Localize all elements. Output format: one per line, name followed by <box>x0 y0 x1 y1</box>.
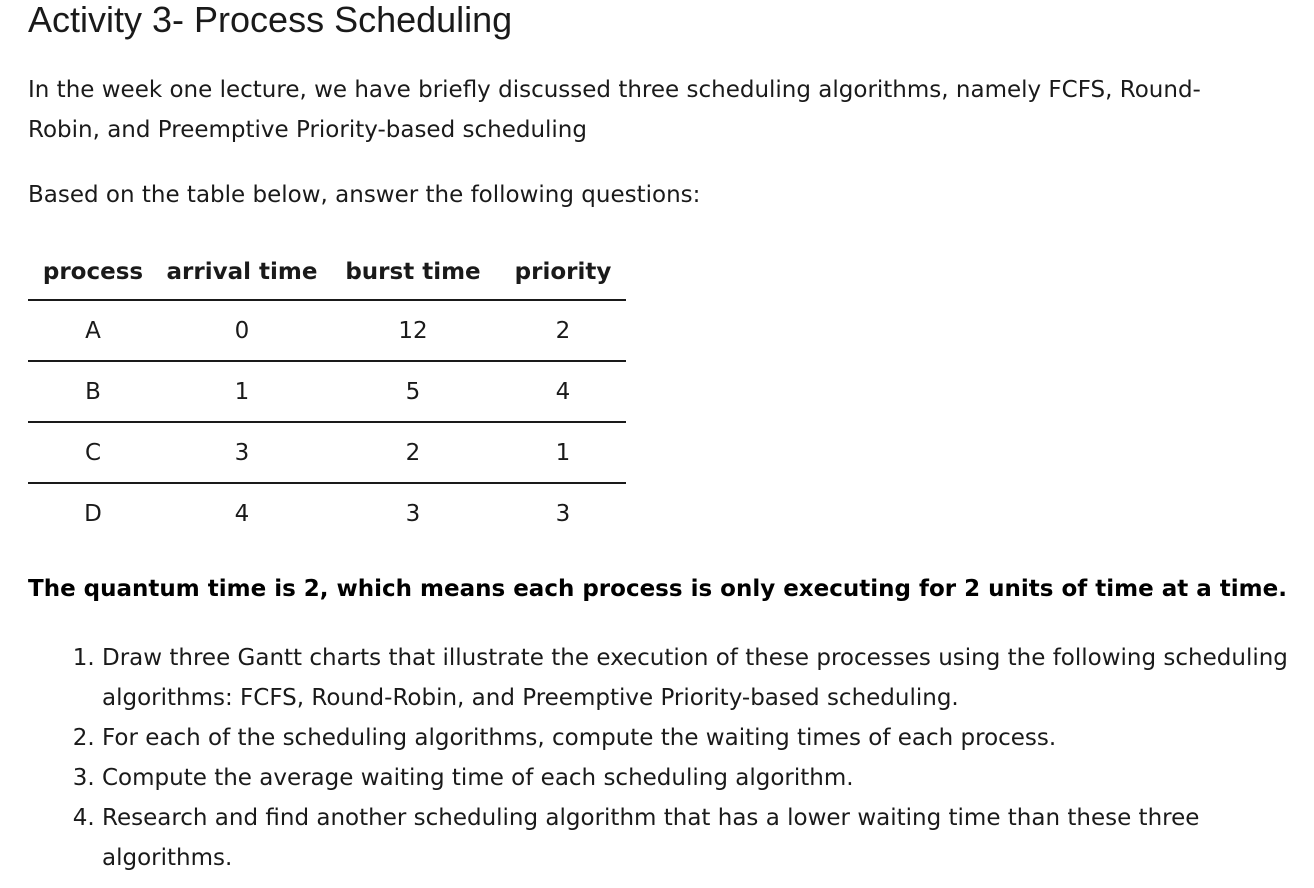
table-row <box>28 422 626 483</box>
page-title: Activity 3- Process Scheduling <box>28 0 513 40</box>
header-burst-time: burst time <box>326 244 500 300</box>
cell-priority: 1 <box>500 422 626 483</box>
cell-burst-time: 12 <box>326 300 500 361</box>
list-item: 4. Research and find another scheduling algorithm that has a lower waiting time than these three algorithms. <box>102 798 1302 878</box>
table-row <box>28 483 626 543</box>
table-prompt: Based on the table below, answer the following questions: <box>28 182 701 208</box>
cell-burst-time: 5 <box>326 361 500 422</box>
table-row <box>28 300 626 361</box>
quantum-note: The quantum time is 2, which means each process is only executing for 2 units of time at a time. <box>28 576 1287 602</box>
cell-arrival-time: 0 <box>158 300 326 361</box>
header-priority: priority <box>500 244 626 300</box>
cell-arrival-time: 1 <box>158 361 326 422</box>
questions-list <box>76 638 1302 878</box>
cell-arrival-time: 3 <box>158 422 326 483</box>
process-table <box>28 244 626 543</box>
cell-burst-time: 3 <box>405 500 421 527</box>
list-item: 3. Compute the average waiting time of each scheduling algorithm. <box>102 758 1302 798</box>
cell-arrival-time: 4 <box>234 500 250 527</box>
cell-process: D <box>84 500 102 527</box>
list-item: 2. For each of the scheduling algorithms, compute the waiting times of each process. <box>102 718 1302 758</box>
header-arrival-time: arrival time <box>158 244 326 300</box>
cell-process: C <box>28 422 158 483</box>
cell-priority: 4 <box>500 361 626 422</box>
table-header-row <box>28 244 626 300</box>
list-item: 1. Draw three Gantt charts that illustrate the execution of these processes using the following scheduling algorithms: FCFS, Round-Robin, and Preemptive Priority-based scheduling. <box>102 638 1302 718</box>
cell-priority: 2 <box>500 300 626 361</box>
cell-process: B <box>28 361 158 422</box>
intro-paragraph: In the week one lecture, we have briefly discussed three scheduling algorithms, namely FCFS, Round-Robin, and Preemptive Priority-based scheduling <box>28 77 1201 143</box>
header-process: process <box>28 244 158 300</box>
table-row <box>28 361 626 422</box>
cell-burst-time: 2 <box>326 422 500 483</box>
cell-priority: 3 <box>555 500 571 527</box>
cell-process: A <box>28 300 158 361</box>
